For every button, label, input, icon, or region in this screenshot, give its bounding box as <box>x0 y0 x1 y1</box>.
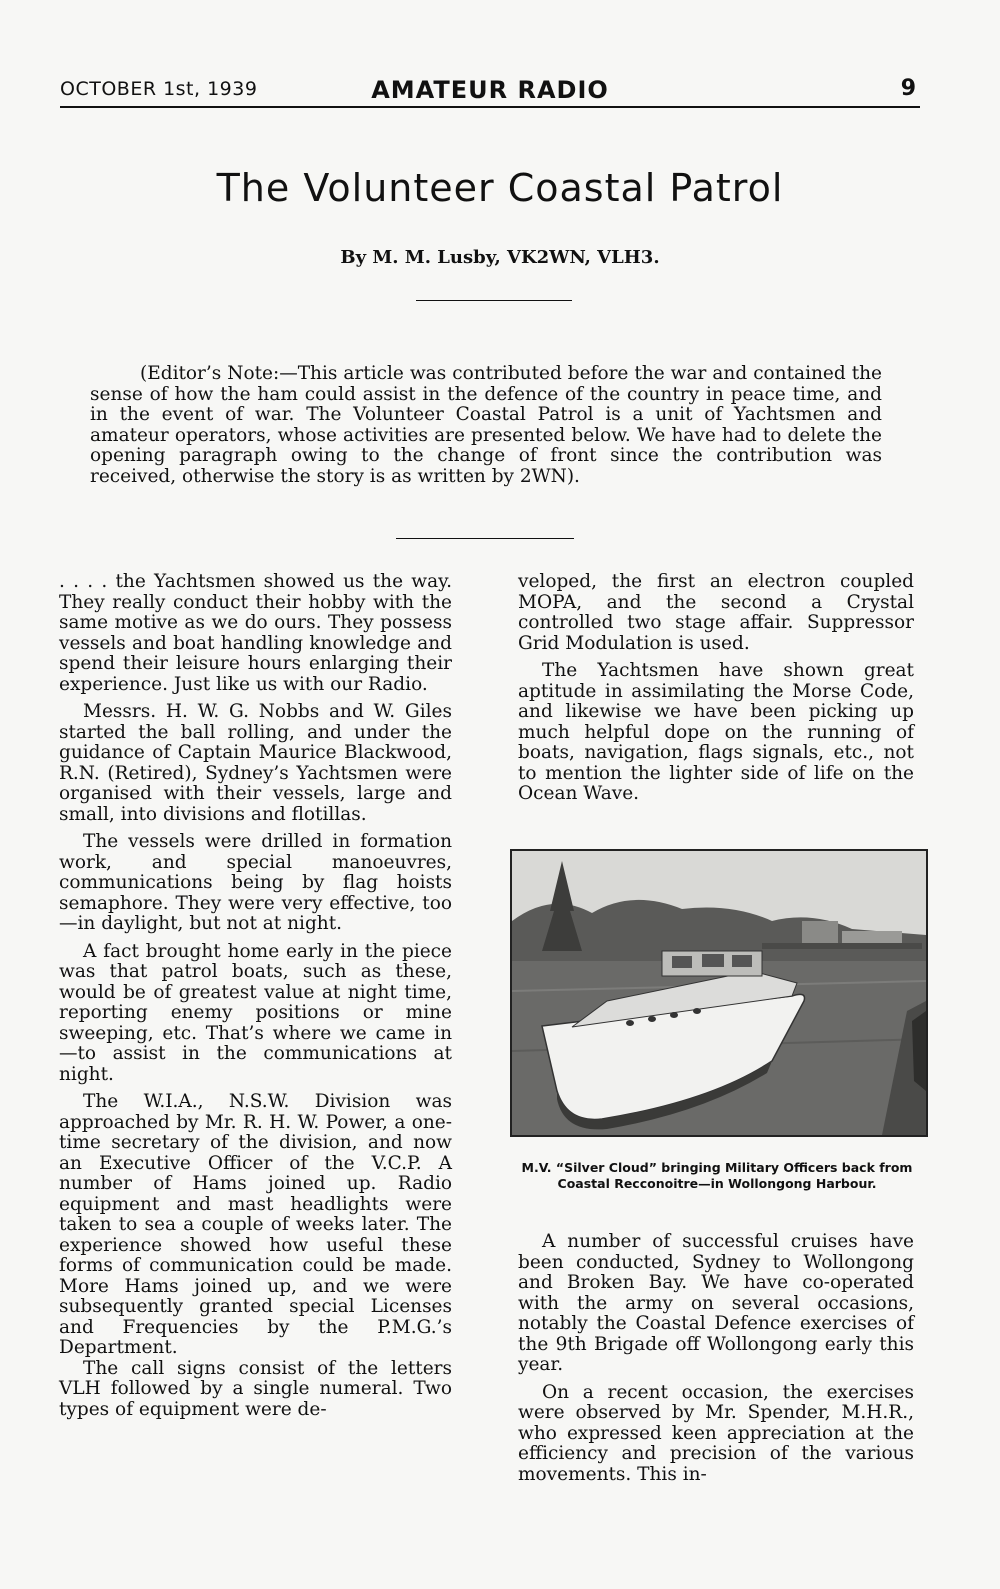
photo-caption: M.V. “Silver Cloud” bringing Military Officers back from Coastal Recconoitre—in Wollongong Harbour. <box>521 1160 913 1191</box>
paragraph: veloped, the first an electron coupled MOPA, and the second a Crystal controlled two stage affair. Suppressor Grid Modulation is used. <box>518 571 914 654</box>
article-byline: By M. M. Lusby, VK2WN, VLH3. <box>340 247 660 268</box>
right-column-top <box>518 572 914 812</box>
paragraph: A number of successful cruises have been conducted, Sydney to Wollongong and Broken Bay. We have co-operated with the army on several occasions, notably the Coastal Defence exercises of the 9th Brigade off Wollongong early this year. <box>518 1231 914 1375</box>
paragraph: . . . . the Yachtsmen showed us the way. They really conduct their hobby with the same motive as we do ours. They possess vessels and boat handling knowledge and spend their leisure hours enlarging their experience. Just like us with our Radio. <box>59 571 452 695</box>
right-column-bottom <box>518 1232 914 1492</box>
paragraph: The W.I.A., N.S.W. Division was approached by Mr. R. H. W. Power, a one-time secretary of the division, and now an Executive Officer of the V.C.P. A number of Hams joined up. Radio equipment and mast headlights were taken to sea a couple of weeks later. The experience showed how useful these forms of communication could be made. More Hams joined up, and we were subsequently granted special Licenses and Frequencies by the P.M.G.’s Department. <box>59 1091 452 1358</box>
paragraph: On a recent occasion, the exercises were observed by Mr. Spender, M.H.R., who expressed keen appreciation at the efficiency and precision of the various movements. This in- <box>518 1381 914 1485</box>
running-header <box>60 76 920 108</box>
left-column <box>59 572 452 1427</box>
boat-photo <box>510 849 928 1137</box>
page-number: 9 <box>900 76 916 101</box>
paragraph: Messrs. H. W. G. Nobbs and W. Giles started the ball rolling, and under the guidance of Captain Maurice Blackwood, R.N. (Retired), Sydney’s Yachtsmen were organised with their vessels, large and small, into divisions and flotillas. <box>59 701 452 825</box>
paragraph: The Yachtsmen have shown great aptitude in assimilating the Morse Code, and likewise we have been picking up much helpful dope on the running of boats, navigation, flags signals, etc., not to mention the lighter side of life on the Ocean Wave. <box>518 660 914 804</box>
publication-title: AMATEUR RADIO <box>371 76 609 104</box>
issue-date: OCTOBER 1st, 1939 <box>60 78 258 100</box>
divider-rule <box>416 300 572 301</box>
divider-rule <box>396 538 574 539</box>
editor-note: (Editor’s Note:—This article was contributed before the war and contained the sense of how the ham could assist in the defence of the country in peace time, and in the event of war. The Volunteer Coastal Patrol is a unit of Yachtsmen and amateur operators, whose activities are presented below. We have had to delete the opening paragraph owing to the change of front since the contribution was received, otherwise the story is as written by 2WN). <box>90 363 882 487</box>
article-title: The Volunteer Coastal Patrol <box>216 166 784 210</box>
paragraph: A fact brought home early in the piece was that patrol boats, such as these, would be of greatest value at night time, reporting enemy positions or mine sweeping, etc. That’s where we came in—to assist in the communications at night. <box>59 940 452 1085</box>
paragraph: The call signs consist of the letters VLH followed by a single numeral. Two types of equipment were de- <box>59 1357 452 1420</box>
paragraph: The vessels were drilled in formation work, and special manoeuvres, communications being by flag hoists semaphore. They were very effective, too—in daylight, but not at night. <box>59 831 452 934</box>
